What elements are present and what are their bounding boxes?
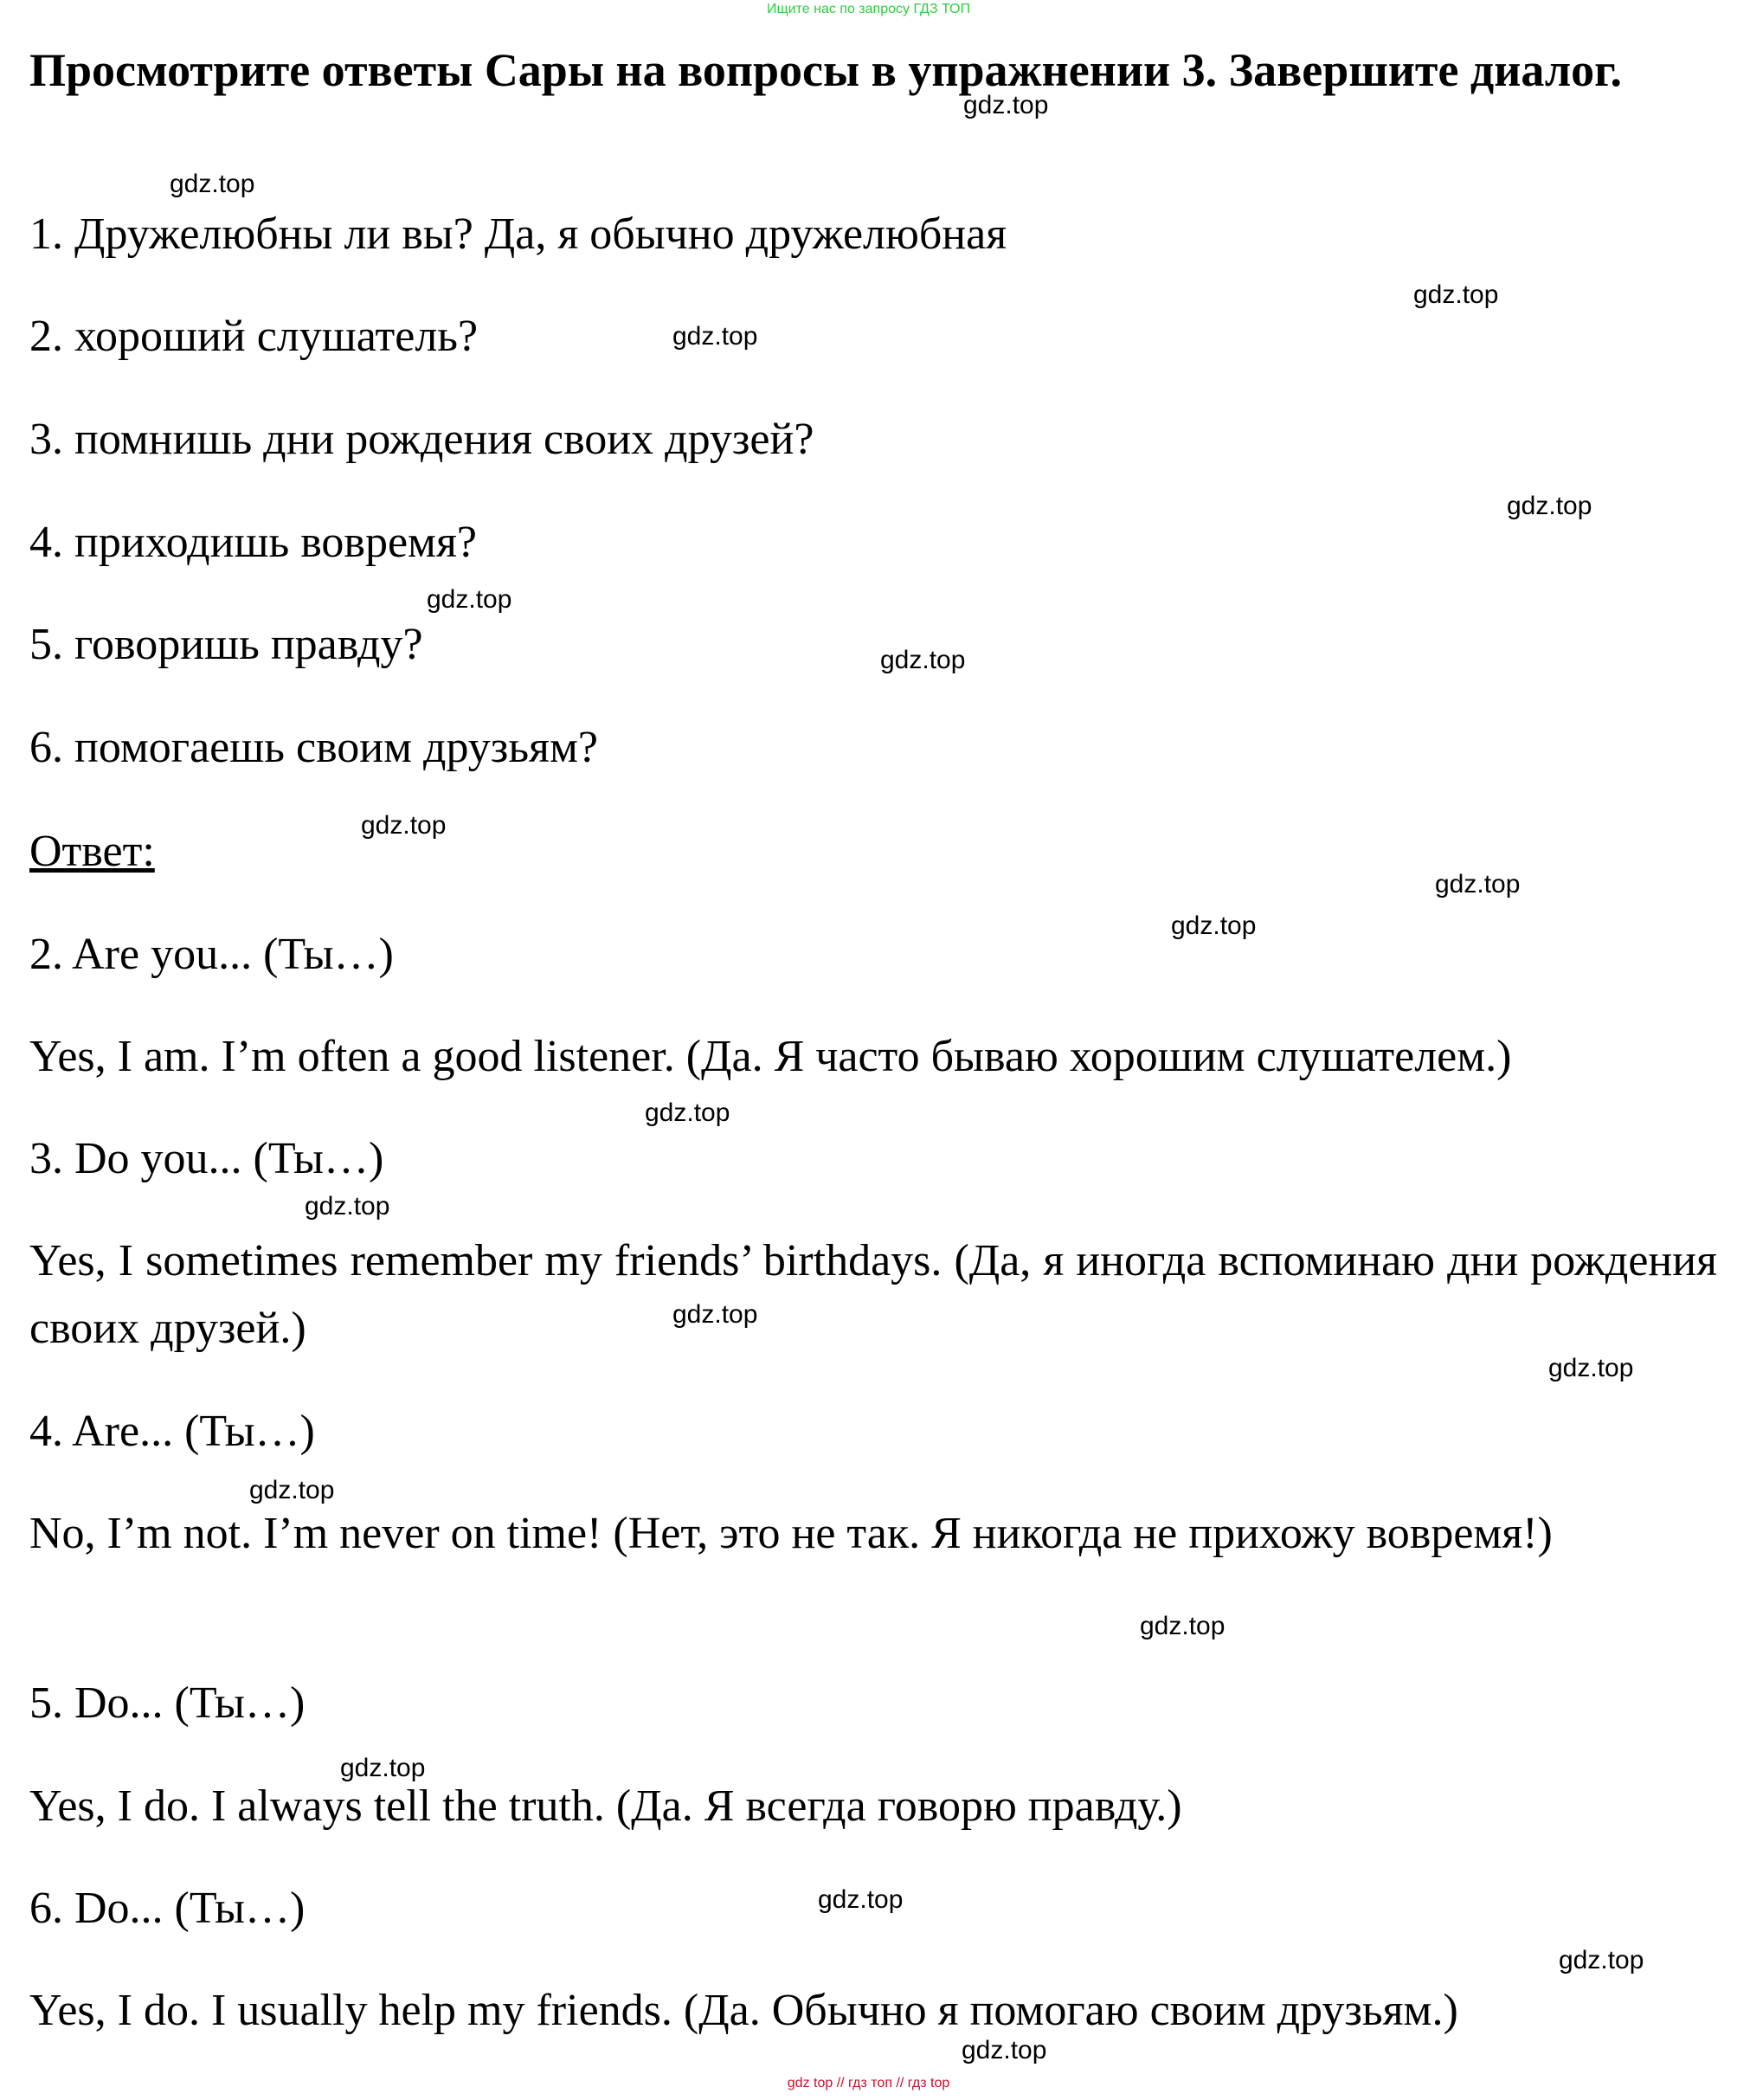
watermark: gdz.top <box>305 1192 390 1221</box>
answer-2-question: 2. Are you... (Ты…) <box>29 930 394 979</box>
watermark: gdz.top <box>249 1476 335 1504</box>
watermark: gdz.top <box>1507 492 1592 520</box>
exercise-title: Просмотрите ответы Сары на вопросы в упражнении 3. Завершите диалог. <box>29 44 1623 96</box>
watermark: gdz.top <box>672 1300 758 1329</box>
top-banner: Ищите нас по запросу ГДЗ ТОП <box>767 2 970 16</box>
watermark: gdz.top <box>1171 912 1257 940</box>
question-1: 1. Дружелюбны ли вы? Да, я обычно дружелюбная <box>29 209 1007 259</box>
answer-label: Ответ: <box>29 827 155 876</box>
watermark: gdz.top <box>672 322 758 351</box>
watermark: gdz.top <box>1435 870 1521 899</box>
question-5: 5. говоришь правду? <box>29 620 423 669</box>
answer-4-text: No, I’m not. I’m never on time! (Нет, это не так. Я никогда не прихожу вовремя!) <box>29 1509 1553 1558</box>
watermark: gdz.top <box>1413 280 1499 309</box>
question-6: 6. помогаешь своим друзьям? <box>29 723 598 772</box>
bottom-banner: gdz top // гдз топ // гдз top <box>787 2076 950 2090</box>
question-2: 2. хороший слушатель? <box>29 312 479 361</box>
answer-2-text: Yes, I am. I’m often a good listener. (Да. Я часто бываю хорошим слушателем.) <box>29 1032 1512 1081</box>
watermark: gdz.top <box>963 91 1049 119</box>
watermark: gdz.top <box>1140 1612 1226 1640</box>
answer-6-question: 6. Do... (Ты…) <box>29 1884 306 1933</box>
watermark: gdz.top <box>962 2036 1047 2065</box>
watermark: gdz.top <box>880 646 966 674</box>
answer-5-text: Yes, I do. I always tell the truth. (Да. Я всегда говорю правду.) <box>29 1781 1182 1831</box>
answer-4-question: 4. Are... (Ты…) <box>29 1407 315 1456</box>
watermark: gdz.top <box>645 1098 730 1127</box>
answer-5-question: 5. Do... (Ты…) <box>29 1678 306 1728</box>
answer-3-question: 3. Do you... (Ты…) <box>29 1134 384 1183</box>
watermark: gdz.top <box>170 170 255 198</box>
watermark: gdz.top <box>340 1754 426 1782</box>
watermark: gdz.top <box>427 585 512 614</box>
watermark: gdz.top <box>818 1885 904 1914</box>
question-3: 3. помнишь дни рождения своих друзей? <box>29 415 814 464</box>
watermark: gdz.top <box>1559 1946 1644 1974</box>
watermark: gdz.top <box>361 811 447 840</box>
question-4: 4. приходишь вовремя? <box>29 518 477 567</box>
watermark: gdz.top <box>1548 1354 1634 1382</box>
answer-6-text: Yes, I do. I usually help my friends. (Да. Обычно я помогаю своим друзьям.) <box>29 1986 1458 2035</box>
answer-3-text: Yes, I sometimes remember my friends’ birthdays. (Да, я иногда вспоминаю дни рождения своих друзей.) <box>29 1236 1717 1353</box>
